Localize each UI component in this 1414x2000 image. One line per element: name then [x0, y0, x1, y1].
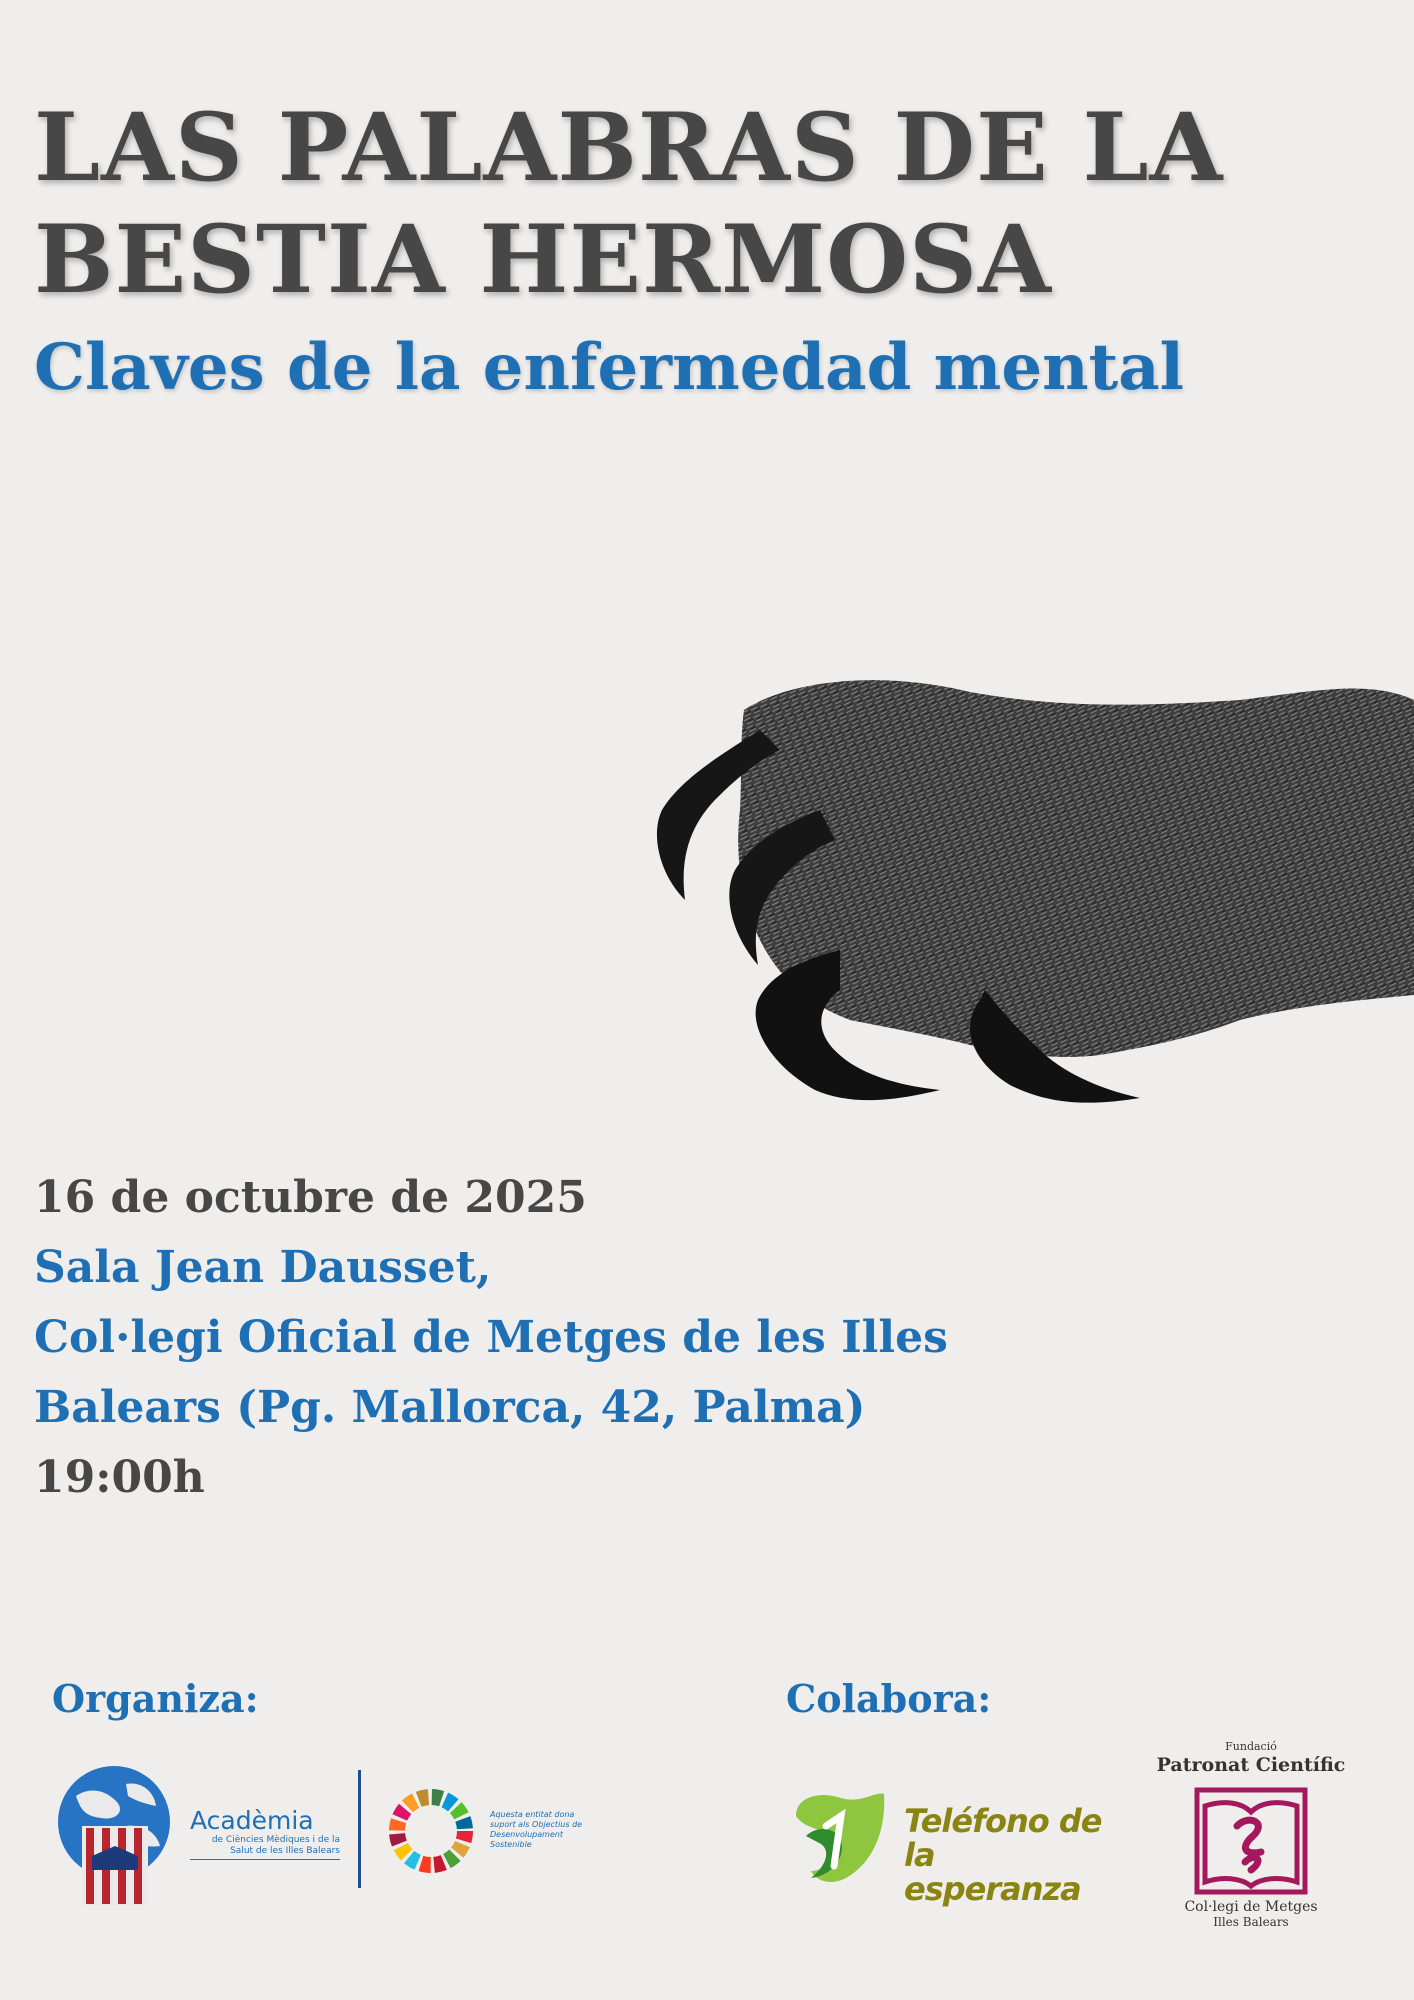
telefono-line-1: Teléfono de — [904, 1802, 1102, 1840]
event-time: 19:00h — [34, 1452, 205, 1503]
fundacio-book-logo — [1193, 1786, 1309, 1896]
fundacio-logo-block — [1156, 1740, 1346, 1940]
paw-illustration — [640, 660, 1414, 1120]
academia-logo-block — [56, 1766, 596, 1916]
event-date: 16 de octubre de 2025 — [34, 1172, 587, 1223]
sdg-support-text: Aquesta entitat dona suport als Objectius de Desenvolupament Sostenible — [490, 1810, 583, 1849]
sdg-wheel-icon — [386, 1786, 476, 1876]
academia-globe-logo — [56, 1766, 176, 1911]
telefono-esperanza-logo-block — [786, 1786, 1106, 1908]
poster-subtitle: Claves de la enfermedad mental — [34, 330, 1184, 405]
academia-subname: de Ciències Mèdiques i de la Salut de les Illes Balears — [190, 1835, 340, 1860]
organizer-label: Organiza: — [52, 1676, 259, 1721]
logo-divider — [358, 1770, 361, 1888]
event-details — [34, 1163, 994, 1513]
fundacio-small-label: Fundació — [1225, 1740, 1277, 1753]
telefono-leaf-logo — [786, 1786, 886, 1886]
event-venue-line-1: Sala Jean Dausset, — [34, 1242, 492, 1293]
poster-title — [34, 92, 1394, 316]
event-venue-line-2: Col·legi Oficial de Metges de les Illes — [34, 1312, 948, 1363]
fundacio-bottom-line-1: Col·legi de Metges — [1184, 1899, 1318, 1915]
fundacio-name: Patronat Científic — [1156, 1754, 1346, 1776]
fundacio-bottom-line-2: Illes Balears — [1213, 1915, 1289, 1929]
title-line-2: BESTIA HERMOSA — [34, 205, 1052, 315]
academia-name: Acadèmia — [190, 1806, 314, 1835]
event-venue-line-3: Balears (Pg. Mallorca, 42, Palma) — [34, 1382, 866, 1433]
telefono-line-2: la esperanza — [904, 1836, 1081, 1908]
collaborator-label: Colabora: — [786, 1676, 992, 1721]
title-line-1: LAS PALABRAS DE LA — [34, 93, 1224, 203]
